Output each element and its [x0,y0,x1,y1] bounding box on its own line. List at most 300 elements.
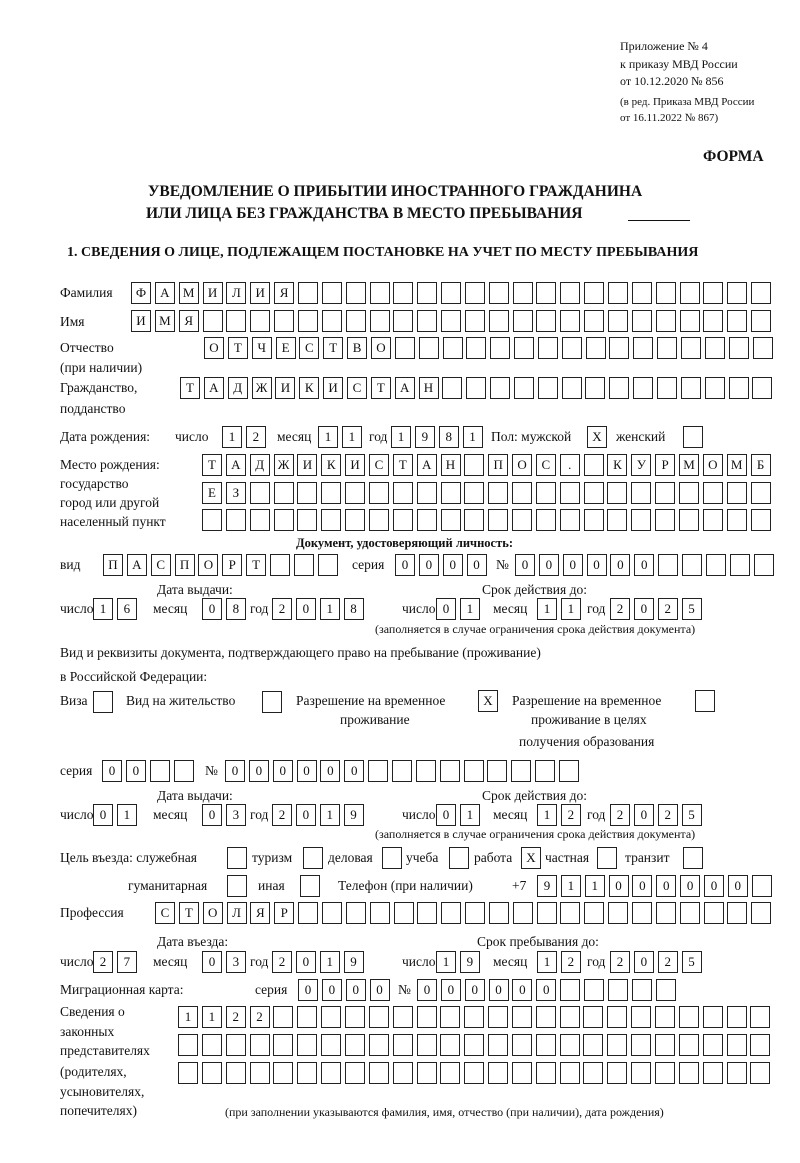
char-box[interactable] [226,1062,246,1084]
char-box[interactable]: И [131,310,151,332]
char-box[interactable]: Д [250,454,270,476]
char-box[interactable]: Н [419,377,439,399]
char-box[interactable]: 0 [273,760,293,782]
char-box[interactable] [150,760,170,782]
char-box[interactable] [345,1006,365,1028]
char-box[interactable] [703,310,723,332]
char-box[interactable] [368,760,388,782]
char-box[interactable] [752,875,772,897]
id-issue-month-field[interactable] [202,598,250,620]
char-box[interactable]: Т [323,337,343,359]
char-box[interactable] [250,1062,270,1084]
sex-female-checkbox[interactable] [683,426,707,448]
char-box[interactable]: 9 [344,804,364,826]
char-box[interactable]: 0 [395,554,415,576]
char-box[interactable] [609,337,629,359]
char-box[interactable] [322,902,342,924]
char-box[interactable] [297,509,317,531]
char-box[interactable] [392,760,412,782]
char-box[interactable]: Д [228,377,248,399]
char-box[interactable] [417,310,437,332]
char-box[interactable]: Я [179,310,199,332]
char-box[interactable] [512,1034,532,1056]
char-box[interactable]: Т [246,554,266,576]
char-box[interactable]: Л [227,902,247,924]
char-box[interactable]: С [536,454,556,476]
char-box[interactable]: Р [274,902,294,924]
char-box[interactable] [464,760,484,782]
char-box[interactable] [449,847,469,869]
char-box[interactable]: 0 [536,979,556,1001]
char-box[interactable] [416,760,436,782]
char-box[interactable]: И [297,454,317,476]
id-issue-year-field[interactable] [272,598,367,620]
char-box[interactable] [441,310,461,332]
char-box[interactable] [679,1034,699,1056]
char-box[interactable] [250,482,270,504]
char-box[interactable]: 2 [561,951,581,973]
profession-field[interactable] [155,902,775,924]
char-box[interactable] [440,760,460,782]
char-box[interactable] [597,847,617,869]
char-box[interactable] [488,482,508,504]
char-box[interactable] [465,310,485,332]
char-box[interactable] [631,1006,651,1028]
char-box[interactable] [345,482,365,504]
char-box[interactable]: Т [180,377,200,399]
char-box[interactable]: 0 [539,554,559,576]
char-box[interactable] [655,509,675,531]
char-box[interactable]: О [512,454,532,476]
stay-month-field[interactable] [537,951,585,973]
char-box[interactable] [536,1062,556,1084]
char-box[interactable] [490,337,510,359]
char-box[interactable] [727,509,747,531]
char-box[interactable] [489,902,509,924]
char-box[interactable]: 1 [320,598,340,620]
char-box[interactable] [560,282,580,304]
char-box[interactable] [346,310,366,332]
char-box[interactable]: 2 [658,804,678,826]
char-box[interactable] [464,1006,484,1028]
char-box[interactable] [536,509,556,531]
char-box[interactable] [322,310,342,332]
char-box[interactable]: М [155,310,175,332]
char-box[interactable] [560,1034,580,1056]
char-box[interactable]: О [204,337,224,359]
char-box[interactable]: П [175,554,195,576]
char-box[interactable]: Т [202,454,222,476]
char-box[interactable]: К [607,454,627,476]
char-box[interactable]: П [103,554,123,576]
char-box[interactable] [751,310,771,332]
char-box[interactable] [395,337,415,359]
entry-day-field[interactable] [93,951,141,973]
char-box[interactable]: Я [250,902,270,924]
char-box[interactable] [442,377,462,399]
char-box[interactable]: 2 [561,804,581,826]
char-box[interactable]: 0 [634,951,654,973]
char-box[interactable] [753,337,773,359]
id-number-field[interactable] [515,554,777,576]
char-box[interactable] [683,847,703,869]
char-box[interactable] [513,902,533,924]
char-box[interactable] [729,377,749,399]
visa-checkbox[interactable] [93,691,117,713]
char-box[interactable]: В [347,337,367,359]
id-series-field[interactable] [395,554,490,576]
rd-valid-year-field[interactable] [610,804,705,826]
char-box[interactable] [655,482,675,504]
char-box[interactable] [441,509,461,531]
char-box[interactable] [752,377,772,399]
char-box[interactable] [274,482,294,504]
char-box[interactable] [178,1034,198,1056]
char-box[interactable] [560,979,580,1001]
char-box[interactable]: 9 [344,951,364,973]
char-box[interactable] [632,310,652,332]
stay-day-field[interactable] [436,951,484,973]
char-box[interactable] [346,282,366,304]
purpose-transit-checkbox[interactable] [683,847,707,869]
char-box[interactable] [250,509,270,531]
char-box[interactable]: 2 [226,1006,246,1028]
char-box[interactable] [703,1062,723,1084]
char-box[interactable] [321,1062,341,1084]
char-box[interactable] [680,282,700,304]
birthplace-field-1[interactable] [202,454,774,476]
char-box[interactable]: 2 [610,951,630,973]
char-box[interactable] [417,282,437,304]
char-box[interactable] [370,310,390,332]
char-box[interactable]: 1 [320,804,340,826]
char-box[interactable] [584,902,604,924]
char-box[interactable]: З [226,482,246,504]
birthplace-field-2[interactable] [202,482,774,504]
char-box[interactable] [683,426,703,448]
char-box[interactable] [538,337,558,359]
char-box[interactable]: 2 [246,426,266,448]
char-box[interactable]: 0 [634,554,654,576]
char-box[interactable] [655,1062,675,1084]
reps-field-3[interactable] [178,1062,774,1084]
char-box[interactable]: Я [274,282,294,304]
temp-residence-checkbox[interactable] [478,690,502,712]
char-box[interactable] [632,282,652,304]
char-box[interactable]: 0 [202,951,222,973]
char-box[interactable] [512,1006,532,1028]
phone-field[interactable] [537,875,776,897]
id-valid-year-field[interactable] [610,598,705,620]
char-box[interactable] [751,482,771,504]
char-box[interactable] [608,282,628,304]
char-box[interactable] [369,1034,389,1056]
char-box[interactable] [417,1034,437,1056]
char-box[interactable]: 1 [561,875,581,897]
char-box[interactable]: 0 [322,979,342,1001]
entry-month-field[interactable] [202,951,250,973]
id-issue-day-field[interactable] [93,598,141,620]
char-box[interactable] [729,337,749,359]
char-box[interactable]: С [369,454,389,476]
char-box[interactable]: 0 [656,875,676,897]
char-box[interactable] [586,337,606,359]
id-valid-month-field[interactable] [537,598,585,620]
char-box[interactable] [514,337,534,359]
char-box[interactable]: 2 [610,804,630,826]
char-box[interactable]: X [521,847,541,869]
char-box[interactable]: 1 [93,598,113,620]
char-box[interactable]: Ч [252,337,272,359]
rd-valid-month-field[interactable] [537,804,585,826]
purpose-private-checkbox[interactable] [597,847,621,869]
char-box[interactable]: 0 [320,760,340,782]
char-box[interactable]: 0 [296,951,316,973]
char-box[interactable]: 0 [370,979,390,1001]
char-box[interactable]: 6 [117,598,137,620]
char-box[interactable] [466,377,486,399]
char-box[interactable] [487,760,507,782]
residence-permit-checkbox[interactable] [262,691,286,713]
char-box[interactable] [608,310,628,332]
char-box[interactable] [297,1034,317,1056]
char-box[interactable] [441,282,461,304]
temp-edu-checkbox[interactable] [695,690,719,712]
name-field[interactable] [131,310,775,332]
char-box[interactable] [318,554,338,576]
char-box[interactable] [656,902,676,924]
id-valid-day-field[interactable] [436,598,484,620]
char-box[interactable] [464,454,484,476]
char-box[interactable] [562,337,582,359]
char-box[interactable] [537,902,557,924]
mc-series-field[interactable] [298,979,393,1001]
char-box[interactable] [751,509,771,531]
char-box[interactable] [512,509,532,531]
char-box[interactable] [203,310,223,332]
char-box[interactable] [703,482,723,504]
char-box[interactable] [727,1034,747,1056]
char-box[interactable] [93,691,113,713]
char-box[interactable] [560,310,580,332]
char-box[interactable]: Ф [131,282,151,304]
sex-male-checkbox[interactable] [587,426,611,448]
char-box[interactable] [321,509,341,531]
char-box[interactable] [488,509,508,531]
char-box[interactable] [274,310,294,332]
char-box[interactable] [465,282,485,304]
char-box[interactable]: 2 [658,598,678,620]
char-box[interactable] [706,554,726,576]
char-box[interactable]: М [727,454,747,476]
char-box[interactable]: 1 [460,598,480,620]
char-box[interactable] [607,509,627,531]
char-box[interactable] [727,1062,747,1084]
mc-number-field[interactable] [417,979,679,1001]
char-box[interactable]: 1 [585,875,605,897]
char-box[interactable]: И [323,377,343,399]
purpose-other-checkbox[interactable] [300,875,324,897]
char-box[interactable] [202,1034,222,1056]
char-box[interactable]: 0 [419,554,439,576]
rd-issue-year-field[interactable] [272,804,367,826]
rd-issue-month-field[interactable] [202,804,250,826]
char-box[interactable] [703,509,723,531]
char-box[interactable] [345,1034,365,1056]
char-box[interactable]: 3 [226,804,246,826]
purpose-tourism-checkbox[interactable] [303,847,327,869]
char-box[interactable] [609,377,629,399]
char-box[interactable]: 0 [436,598,456,620]
char-box[interactable]: 1 [463,426,483,448]
char-box[interactable]: А [395,377,415,399]
char-box[interactable]: У [631,454,651,476]
char-box[interactable]: О [203,902,223,924]
char-box[interactable] [512,482,532,504]
char-box[interactable]: О [371,337,391,359]
char-box[interactable] [250,310,270,332]
char-box[interactable]: 7 [117,951,137,973]
char-box[interactable]: 0 [297,760,317,782]
char-box[interactable] [488,1034,508,1056]
char-box[interactable] [536,282,556,304]
char-box[interactable]: А [155,282,175,304]
char-box[interactable] [464,482,484,504]
char-box[interactable] [345,509,365,531]
char-box[interactable]: А [417,454,437,476]
char-box[interactable]: Т [393,454,413,476]
char-box[interactable]: Н [441,454,461,476]
char-box[interactable]: Е [202,482,222,504]
reps-field-1[interactable] [178,1006,774,1028]
char-box[interactable] [369,1006,389,1028]
char-box[interactable]: А [127,554,147,576]
char-box[interactable]: 0 [680,875,700,897]
char-box[interactable] [560,482,580,504]
char-box[interactable] [417,1006,437,1028]
char-box[interactable] [273,1062,293,1084]
char-box[interactable] [560,1006,580,1028]
char-box[interactable]: 0 [634,804,654,826]
char-box[interactable]: О [198,554,218,576]
char-box[interactable]: С [299,337,319,359]
char-box[interactable]: 0 [225,760,245,782]
char-box[interactable] [393,509,413,531]
char-box[interactable]: 1 [318,426,338,448]
char-box[interactable] [583,1006,603,1028]
char-box[interactable]: 0 [436,804,456,826]
char-box[interactable] [680,310,700,332]
char-box[interactable] [584,310,604,332]
char-box[interactable] [607,1034,627,1056]
char-box[interactable]: 0 [465,979,485,1001]
char-box[interactable]: 9 [460,951,480,973]
char-box[interactable] [633,337,653,359]
char-box[interactable] [297,1006,317,1028]
char-box[interactable] [655,1006,675,1028]
char-box[interactable]: 1 [436,951,456,973]
char-box[interactable]: 0 [632,875,652,897]
char-box[interactable] [274,509,294,531]
char-box[interactable]: 1 [178,1006,198,1028]
char-box[interactable]: 0 [634,598,654,620]
char-box[interactable] [226,310,246,332]
char-box[interactable] [656,282,676,304]
char-box[interactable] [511,760,531,782]
char-box[interactable] [382,847,402,869]
char-box[interactable]: 8 [344,598,364,620]
birthplace-field-3[interactable] [202,509,774,531]
char-box[interactable] [464,1034,484,1056]
birth-year-field[interactable] [391,426,486,448]
char-box[interactable]: 1 [537,804,557,826]
char-box[interactable] [297,1062,317,1084]
char-box[interactable] [393,482,413,504]
char-box[interactable]: 1 [537,951,557,973]
char-box[interactable]: Т [228,337,248,359]
char-box[interactable] [562,377,582,399]
char-box[interactable] [584,979,604,1001]
char-box[interactable] [514,377,534,399]
char-box[interactable] [608,902,628,924]
char-box[interactable] [633,377,653,399]
char-box[interactable] [754,554,774,576]
patronymic-field[interactable] [204,337,776,359]
char-box[interactable] [585,377,605,399]
char-box[interactable] [466,337,486,359]
char-box[interactable] [443,337,463,359]
char-box[interactable] [705,337,725,359]
rd-series-field[interactable] [102,760,197,782]
char-box[interactable] [417,1062,437,1084]
char-box[interactable]: Т [179,902,199,924]
char-box[interactable] [441,482,461,504]
char-box[interactable]: . [560,454,580,476]
char-box[interactable] [679,482,699,504]
char-box[interactable]: 0 [93,804,113,826]
char-box[interactable]: Р [655,454,675,476]
char-box[interactable] [370,902,390,924]
char-box[interactable] [262,691,282,713]
char-box[interactable] [536,1006,556,1028]
char-box[interactable] [703,1034,723,1056]
purpose-work-checkbox[interactable] [521,847,545,869]
char-box[interactable] [417,509,437,531]
char-box[interactable] [417,482,437,504]
char-box[interactable] [464,1062,484,1084]
rd-valid-day-field[interactable] [436,804,484,826]
char-box[interactable] [440,1034,460,1056]
reps-field-2[interactable] [178,1034,774,1056]
char-box[interactable] [584,454,604,476]
char-box[interactable] [369,482,389,504]
char-box[interactable]: 0 [512,979,532,1001]
char-box[interactable] [750,1062,770,1084]
char-box[interactable]: М [679,454,699,476]
char-box[interactable] [370,282,390,304]
rd-issue-day-field[interactable] [93,804,141,826]
char-box[interactable]: 5 [682,951,702,973]
char-box[interactable] [513,310,533,332]
char-box[interactable]: С [347,377,367,399]
char-box[interactable]: 1 [320,951,340,973]
char-box[interactable] [303,847,323,869]
char-box[interactable] [681,337,701,359]
char-box[interactable]: И [203,282,223,304]
birth-day-field[interactable] [222,426,270,448]
char-box[interactable]: 2 [272,598,292,620]
char-box[interactable] [583,1062,603,1084]
